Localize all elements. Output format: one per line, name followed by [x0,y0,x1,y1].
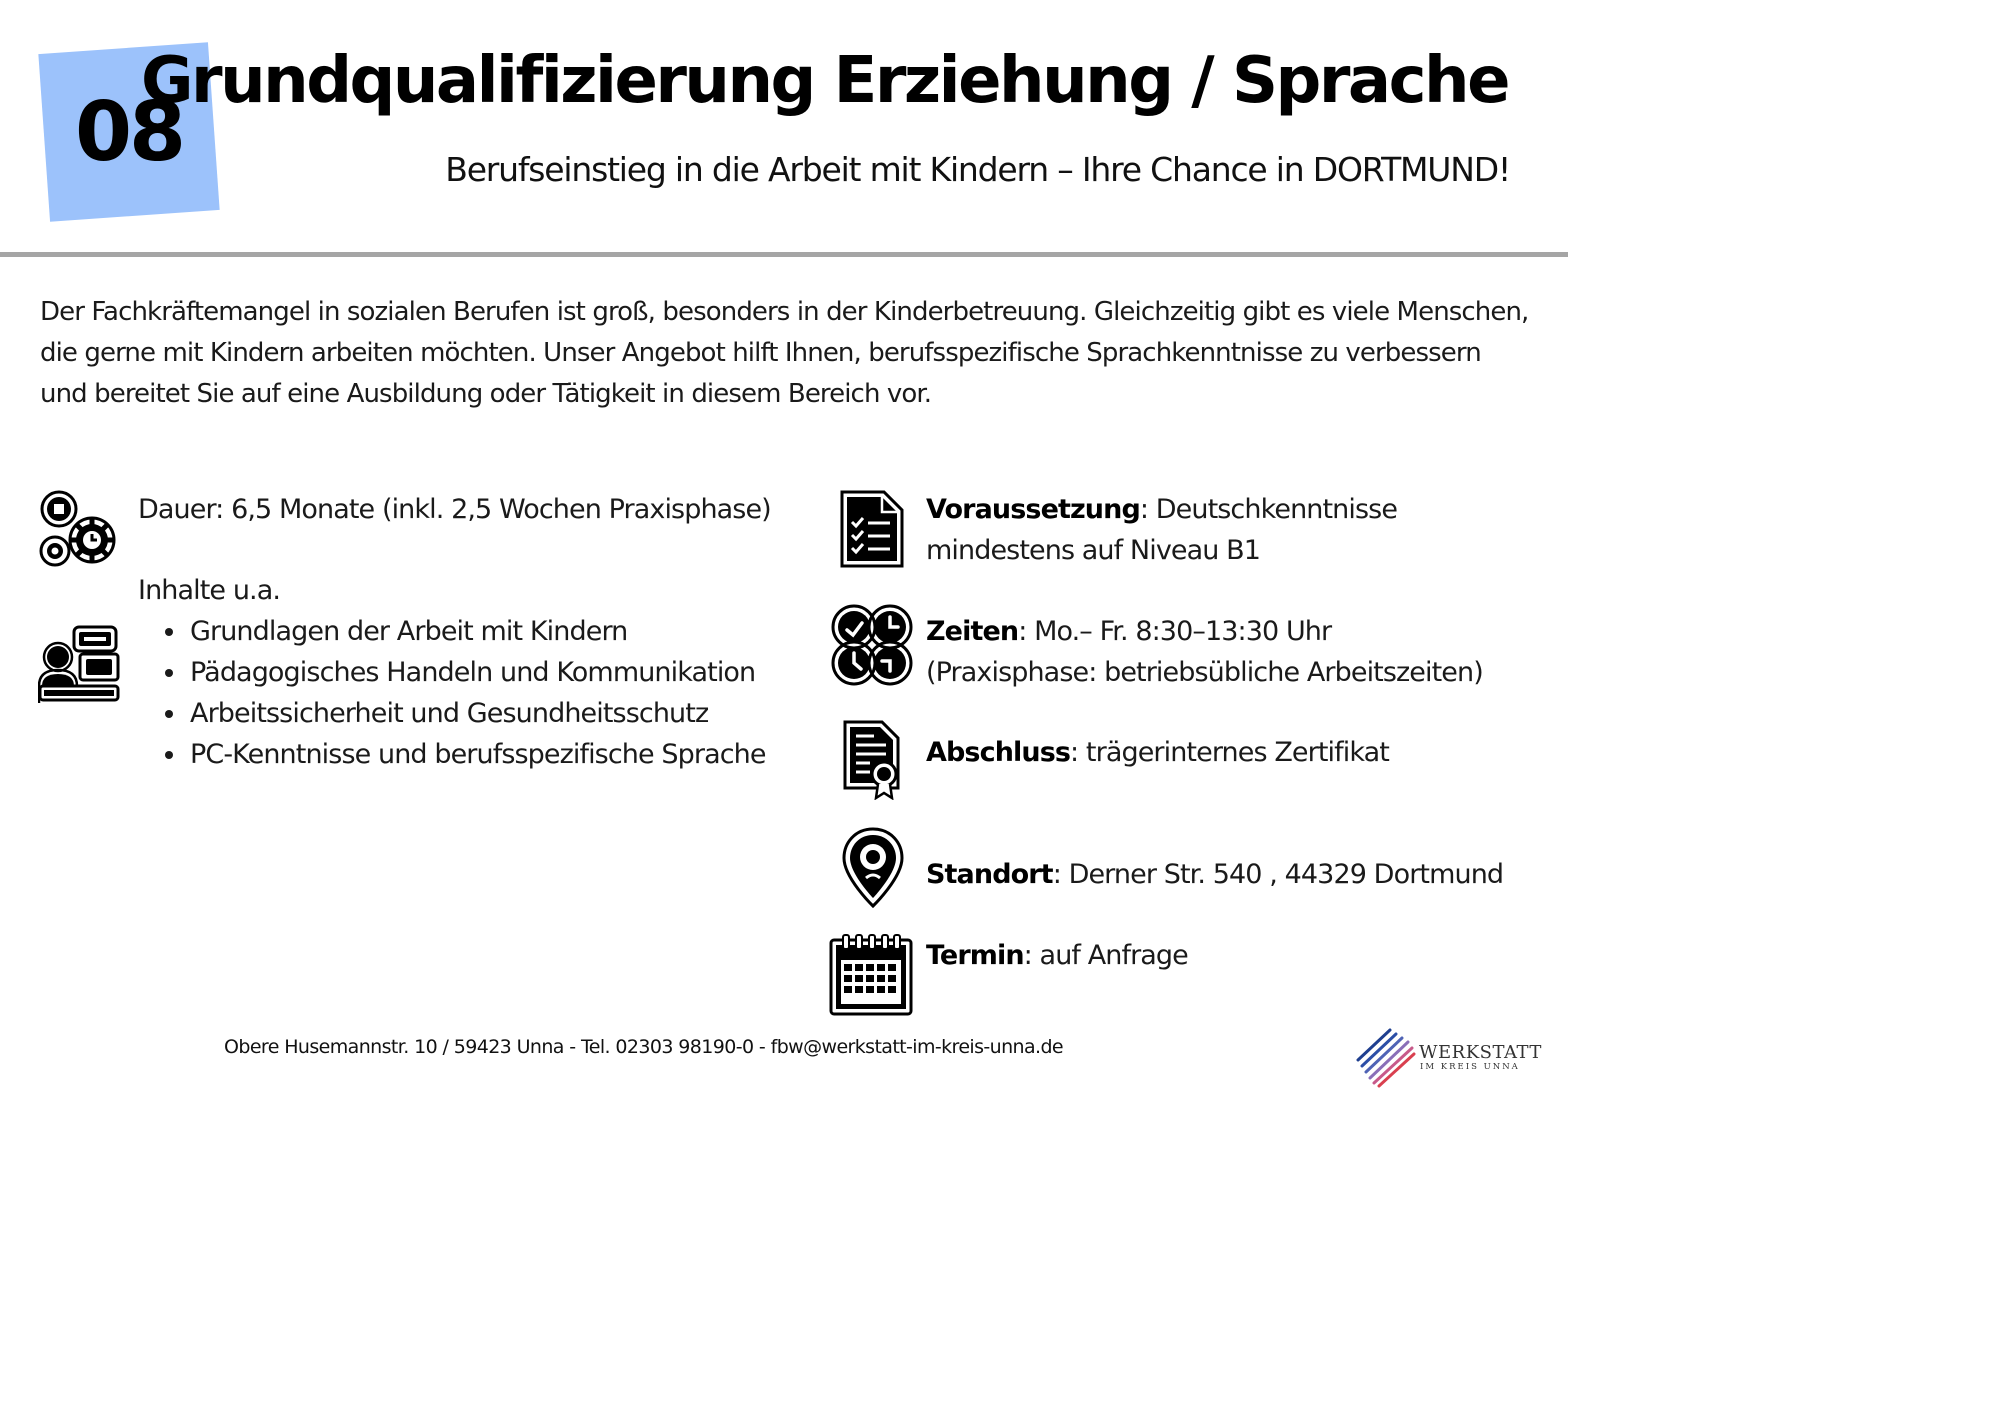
teaching-icon [38,624,120,706]
requirement-text [926,489,1486,571]
number-badge: 08 [74,84,184,180]
contents-item: • Arbeitssicherheit und Gesundheitsschutz [188,693,788,734]
location-label: Standort [926,859,1053,890]
checklist-icon [836,488,906,570]
contents-label: Inhalte u.a. [138,575,281,606]
times-text [926,611,1506,693]
contents-item: • Grundlagen der Arbeit mit Kindern [188,611,788,652]
times-value: : Mo.– Fr. 8:30–13:30 Uhr (Praxisphase: betriebsübliche Arbeitszeiten) [926,616,1483,688]
footer-contact: Obere Husemannstr. 10 / 59423 Unna - Tel. 02303 98190-0 - fbw@werkstatt-im-kreis-unna.de [224,1036,1064,1058]
page-subtitle: Berufseinstieg in die Arbeit mit Kindern – Ihre Chance in DORTMUND! [445,150,1510,189]
certificate-label: Abschluss [926,737,1071,768]
contents-list [150,611,788,775]
page-title: Grundqualifizierung Erziehung / Sprache [141,44,1508,118]
date-value: : auf Anfrage [1023,940,1188,971]
duration-text: Dauer: 6,5 Monate (inkl. 2,5 Wochen Praxisphase) [138,494,771,525]
clocks-icon [830,603,914,687]
contents-item: • Pädagogisches Handeln und Kommunikation [188,652,788,693]
requirement-value: : Deutschkenntnisse mindestens auf Niveau B1 [926,494,1398,566]
werkstatt-logo-icon [1354,1026,1416,1088]
certificate-value: : trägerinternes Zertifikat [1070,737,1389,768]
certificate-icon [840,718,904,800]
times-label: Zeiten [926,616,1019,647]
gears-clock-icon [38,488,120,570]
logo-subtitle: IM KREIS UNNA [1420,1062,1520,1072]
location-value: : Derner Str. 540 , 44329 Dortmund [1052,859,1504,890]
contents-item: • PC-Kenntnisse und berufsspezifische Sprache [188,734,788,775]
date-label: Termin [926,940,1024,971]
intro-paragraph: Der Fachkräftemangel in sozialen Berufen ist groß, besonders in der Kinderbetreuung. Gleichzeitig gibt es viele Menschen, die gerne mit Kindern arbeiten möchten. Unser Angebot hilft Ihnen, berufsspezifische Sprachkenntnisse zu verbessern und bereitet Sie auf eine Ausbildung oder Tätigkeit in diesem Bereich vor. [40,297,1529,409]
header-divider [0,252,1568,257]
location-pin-icon [840,826,906,910]
requirement-label: Voraussetzung [926,494,1140,525]
certificate-text [926,732,1506,773]
location-text [926,854,1526,895]
date-text [926,935,1506,976]
logo-name: WERKSTATT [1419,1042,1542,1063]
calendar-icon [828,934,914,1018]
